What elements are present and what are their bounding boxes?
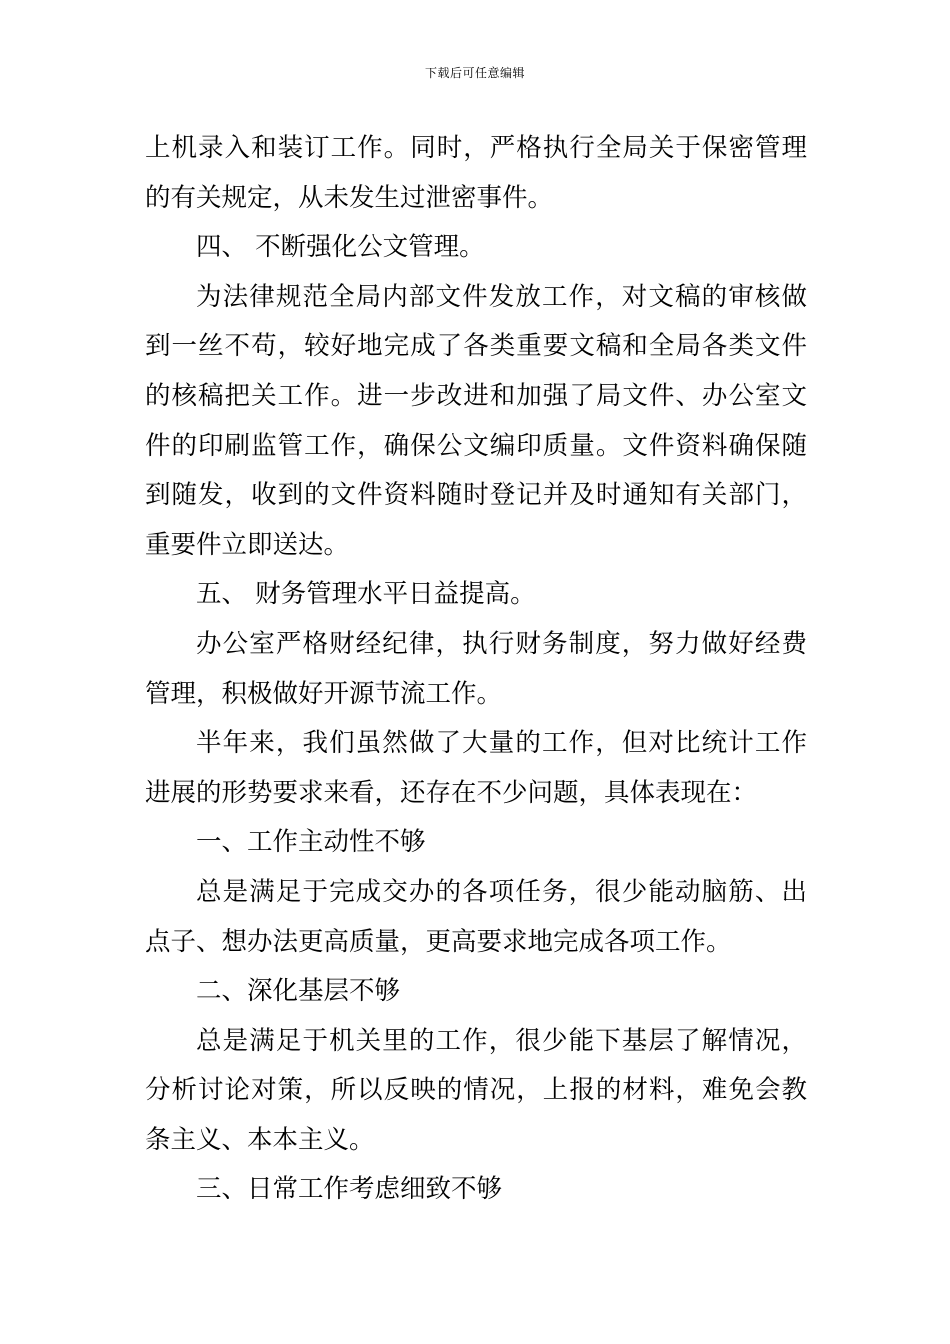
problem-heading-two: 二、深化基层不够: [196, 976, 401, 1007]
problem-heading-three: 三、日常工作考虑细致不够: [196, 1174, 503, 1205]
paragraph-problem-two: 总是满足于机关里的工作，很少能下基层了解情况，分析讨论对策，所以反映的情况，上报的材料，难免会教条主义、本本主义。: [145, 1025, 807, 1155]
problem-heading-one: 一、工作主动性不够: [196, 827, 426, 858]
paragraph-problem-one: 总是满足于完成交办的各项任务，很少能动脑筋、出点子、想办法更高质量，更高要求地完成各项工作。: [145, 876, 807, 957]
paragraph-problems-intro: 半年来，我们虽然做了大量的工作，但对比统计工作进展的形势要求来看，还存在不少问题，具体表现在：: [145, 728, 807, 808]
page-header: 下载后可任意编辑: [424, 66, 525, 80]
document-body: [145, 124, 807, 1215]
section-heading-five: 五、 财务管理水平日益提高。: [196, 579, 536, 610]
paragraph-document-management: 为法律规范全局内部文件发放工作，对文稿的审核做到一丝不苟，较好地完成了各类重要文稿和全局各类文件的核稿把关工作。进一步改进和加强了局文件、办公室文件的印刷监管工作，确保公文编印质量。文件资料确保随到随发，收到的文件资料随时登记并及时通知有关部门，重要件立即送达。: [145, 281, 807, 560]
section-heading-four: 四、 不断强化公文管理。: [196, 232, 485, 263]
paragraph-finance: 办公室严格财经纪律，执行财务制度，努力做好经费管理，积极做好开源节流工作。: [145, 628, 807, 709]
paragraph-continuation: 上机录入和装订工作。同时，严格执行全局关于保密管理的有关规定，从未发生过泄密事件。: [145, 133, 807, 213]
